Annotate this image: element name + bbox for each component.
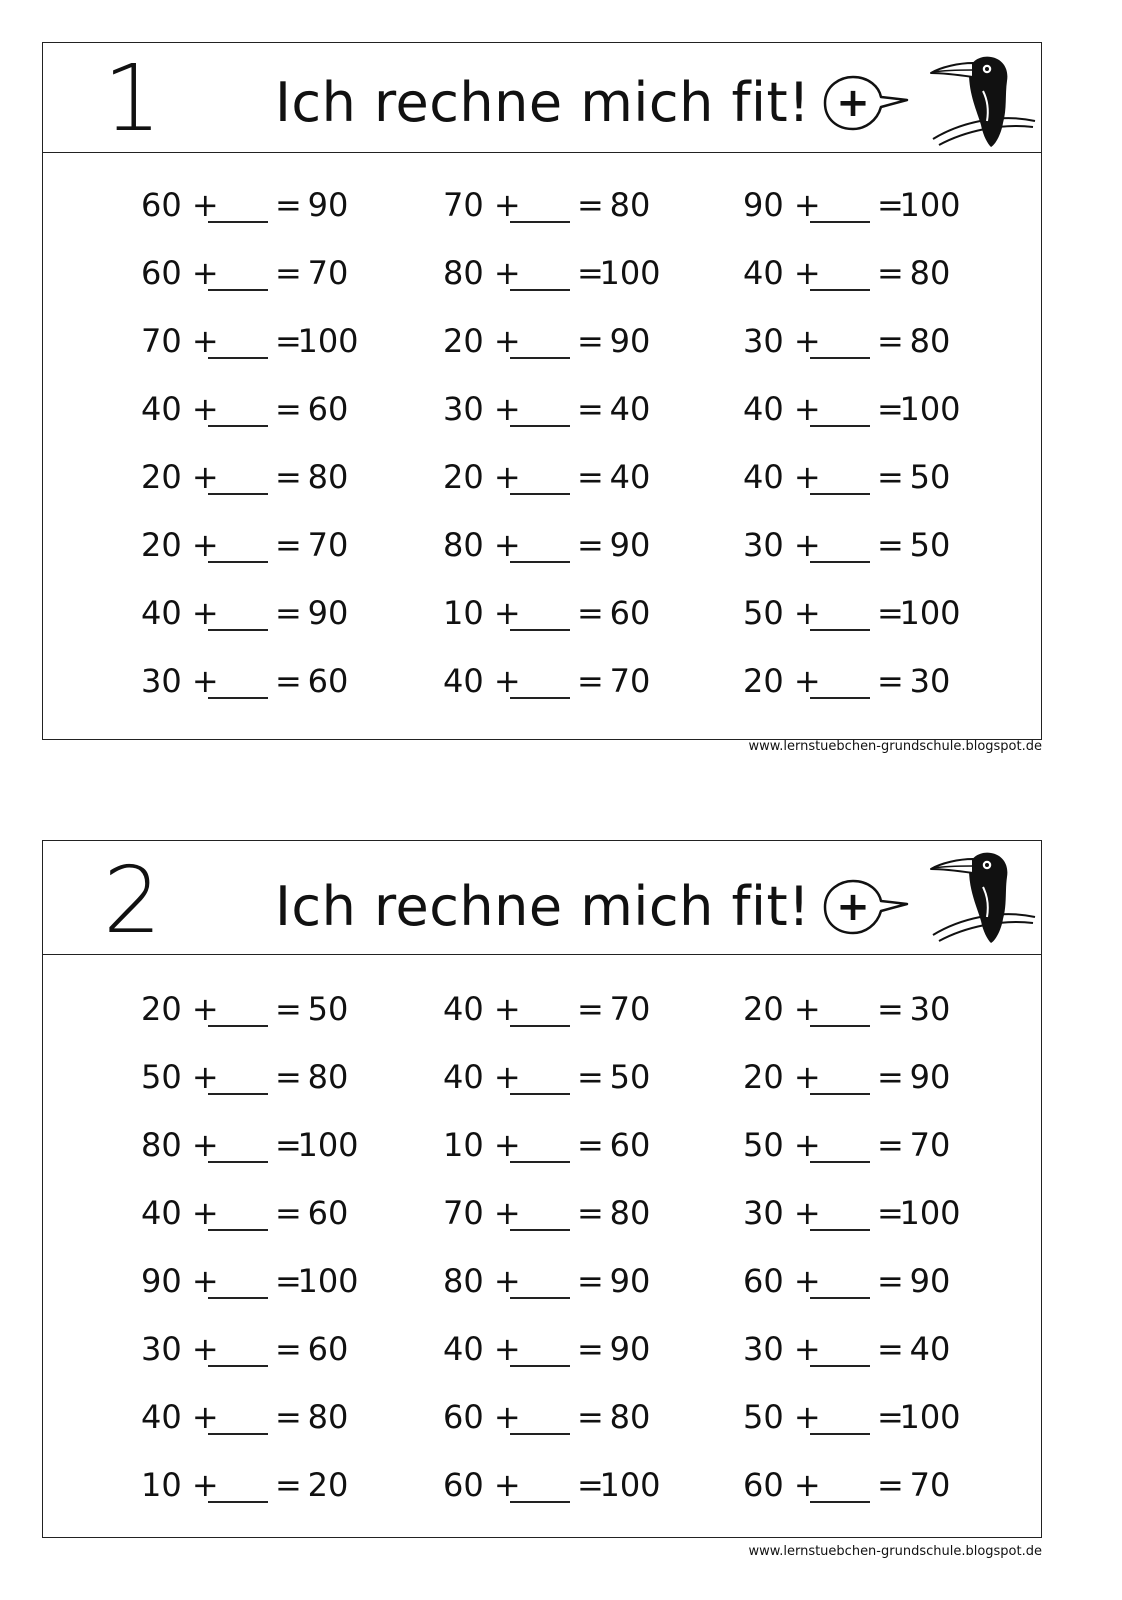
- answer-blank[interactable]: [510, 1365, 570, 1367]
- equals-sign: =: [877, 1262, 904, 1300]
- addend-term: 30 +: [743, 1330, 821, 1368]
- answer-blank[interactable]: [510, 1433, 570, 1435]
- sum-value: 20: [307, 1466, 349, 1504]
- equals-sign: =: [275, 1058, 302, 1096]
- equals-sign: =: [275, 322, 302, 360]
- answer-blank[interactable]: [810, 1433, 870, 1435]
- equals-sign: =: [577, 254, 604, 292]
- equals-sign: =: [877, 1194, 904, 1232]
- addend-term: 90 +: [141, 1262, 219, 1300]
- answer-blank[interactable]: [208, 221, 268, 223]
- addend-term: 20 +: [743, 1058, 821, 1096]
- sum-value: 80: [307, 1398, 349, 1436]
- sum-value: 70: [307, 254, 349, 292]
- answer-blank[interactable]: [510, 561, 570, 563]
- answer-blank[interactable]: [510, 289, 570, 291]
- equals-sign: =: [877, 186, 904, 224]
- addend-term: 60 +: [743, 1466, 821, 1504]
- sum-value: 70: [307, 526, 349, 564]
- answer-blank[interactable]: [208, 493, 268, 495]
- addend-term: 40 +: [743, 458, 821, 496]
- answer-blank[interactable]: [208, 1433, 268, 1435]
- answer-blank[interactable]: [810, 697, 870, 699]
- sum-value: 50: [307, 990, 349, 1028]
- answer-blank[interactable]: [810, 493, 870, 495]
- answer-blank[interactable]: [510, 629, 570, 631]
- answer-blank[interactable]: [208, 629, 268, 631]
- equals-sign: =: [877, 1058, 904, 1096]
- equals-sign: =: [275, 1262, 302, 1300]
- answer-blank[interactable]: [510, 1297, 570, 1299]
- addend-term: 40 +: [443, 1330, 521, 1368]
- answer-blank[interactable]: [810, 629, 870, 631]
- addend-term: 50 +: [141, 1058, 219, 1096]
- equals-sign: =: [275, 1126, 302, 1164]
- sum-value: 50: [909, 458, 951, 496]
- answer-blank[interactable]: [510, 425, 570, 427]
- sum-value: 100: [297, 1262, 359, 1300]
- addend-term: 10 +: [443, 1126, 521, 1164]
- equals-sign: =: [877, 1330, 904, 1368]
- addend-term: 30 +: [743, 1194, 821, 1232]
- answer-blank[interactable]: [510, 697, 570, 699]
- sum-value: 80: [307, 1058, 349, 1096]
- sum-value: 100: [599, 254, 661, 292]
- equals-sign: =: [877, 322, 904, 360]
- sum-value: 70: [609, 990, 651, 1028]
- sum-value: 90: [609, 526, 651, 564]
- equals-sign: =: [275, 458, 302, 496]
- sum-value: 80: [909, 322, 951, 360]
- answer-blank[interactable]: [208, 357, 268, 359]
- equals-sign: =: [275, 526, 302, 564]
- sum-value: 90: [307, 186, 349, 224]
- answer-blank[interactable]: [510, 1025, 570, 1027]
- addend-term: 50 +: [743, 594, 821, 632]
- sum-value: 90: [909, 1058, 951, 1096]
- sum-value: 50: [909, 526, 951, 564]
- addend-term: 30 +: [743, 322, 821, 360]
- equals-sign: =: [877, 254, 904, 292]
- addend-term: 50 +: [743, 1398, 821, 1436]
- equals-sign: =: [275, 1398, 302, 1436]
- answer-blank[interactable]: [810, 1297, 870, 1299]
- equals-sign: =: [877, 1398, 904, 1436]
- equals-sign: =: [275, 254, 302, 292]
- answer-blank[interactable]: [810, 1365, 870, 1367]
- worksheet-card-2: [42, 840, 1042, 1538]
- addend-term: 50 +: [743, 1126, 821, 1164]
- equation-grid: [43, 43, 1041, 739]
- equals-sign: =: [577, 1194, 604, 1232]
- sum-value: 30: [909, 990, 951, 1028]
- equals-sign: =: [275, 186, 302, 224]
- sum-value: 60: [609, 594, 651, 632]
- answer-blank[interactable]: [208, 1501, 268, 1503]
- answer-blank[interactable]: [810, 1229, 870, 1231]
- equals-sign: =: [275, 1466, 302, 1504]
- worksheet-card-1: [42, 42, 1042, 740]
- plus-sign: +: [836, 884, 870, 930]
- equals-sign: =: [877, 458, 904, 496]
- addend-term: 30 +: [141, 662, 219, 700]
- sum-value: 100: [899, 390, 961, 428]
- equals-sign: =: [275, 1330, 302, 1368]
- website-credit: www.lernstuebchen-grundschule.blogspot.de: [748, 739, 1042, 754]
- equals-sign: =: [877, 390, 904, 428]
- equals-sign: =: [877, 526, 904, 564]
- sum-value: 60: [307, 390, 349, 428]
- sum-value: 30: [909, 662, 951, 700]
- sum-value: 80: [609, 186, 651, 224]
- equals-sign: =: [577, 1058, 604, 1096]
- addend-term: 10 +: [141, 1466, 219, 1504]
- sum-value: 70: [909, 1466, 951, 1504]
- answer-blank[interactable]: [208, 289, 268, 291]
- sum-value: 60: [307, 1330, 349, 1368]
- equals-sign: =: [275, 390, 302, 428]
- addend-term: 60 +: [141, 186, 219, 224]
- addend-term: 70 +: [443, 1194, 521, 1232]
- answer-blank[interactable]: [208, 1025, 268, 1027]
- answer-blank[interactable]: [510, 493, 570, 495]
- equals-sign: =: [577, 594, 604, 632]
- addend-term: 40 +: [141, 1398, 219, 1436]
- answer-blank[interactable]: [810, 357, 870, 359]
- addend-term: 60 +: [443, 1398, 521, 1436]
- sum-value: 80: [307, 458, 349, 496]
- answer-blank[interactable]: [810, 1161, 870, 1163]
- addend-term: 70 +: [443, 186, 521, 224]
- equals-sign: =: [577, 458, 604, 496]
- answer-blank[interactable]: [810, 1093, 870, 1095]
- card-title: Ich rechne mich fit!: [275, 71, 811, 134]
- addend-term: 30 +: [443, 390, 521, 428]
- sum-value: 100: [899, 1398, 961, 1436]
- answer-blank[interactable]: [810, 561, 870, 563]
- sum-value: 100: [599, 1466, 661, 1504]
- answer-blank[interactable]: [510, 1501, 570, 1503]
- equals-sign: =: [877, 990, 904, 1028]
- sum-value: 100: [899, 1194, 961, 1232]
- addend-term: 40 +: [141, 594, 219, 632]
- sum-value: 80: [609, 1194, 651, 1232]
- equals-sign: =: [577, 1466, 604, 1504]
- sum-value: 100: [899, 186, 961, 224]
- sum-value: 40: [909, 1330, 951, 1368]
- addend-term: 40 +: [443, 1058, 521, 1096]
- sum-value: 70: [609, 662, 651, 700]
- answer-blank[interactable]: [208, 1297, 268, 1299]
- equals-sign: =: [577, 1398, 604, 1436]
- equation-grid: [43, 841, 1041, 1537]
- answer-blank[interactable]: [510, 357, 570, 359]
- addend-term: 20 +: [141, 526, 219, 564]
- addend-term: 60 +: [141, 254, 219, 292]
- card-number: 1: [103, 45, 162, 152]
- equals-sign: =: [275, 1194, 302, 1232]
- sum-value: 90: [307, 594, 349, 632]
- addend-term: 40 +: [443, 662, 521, 700]
- addend-term: 20 +: [443, 322, 521, 360]
- sum-value: 50: [609, 1058, 651, 1096]
- answer-blank[interactable]: [208, 1365, 268, 1367]
- sum-value: 100: [899, 594, 961, 632]
- answer-blank[interactable]: [510, 221, 570, 223]
- equals-sign: =: [275, 662, 302, 700]
- sum-value: 100: [297, 1126, 359, 1164]
- sum-value: 80: [609, 1398, 651, 1436]
- addend-term: 60 +: [443, 1466, 521, 1504]
- sum-value: 90: [609, 1262, 651, 1300]
- equals-sign: =: [877, 1466, 904, 1504]
- equals-sign: =: [577, 1262, 604, 1300]
- equals-sign: =: [577, 186, 604, 224]
- answer-blank[interactable]: [810, 1501, 870, 1503]
- sum-value: 90: [609, 322, 651, 360]
- addend-term: 20 +: [743, 990, 821, 1028]
- sum-value: 70: [909, 1126, 951, 1164]
- equals-sign: =: [877, 594, 904, 632]
- equals-sign: =: [577, 1126, 604, 1164]
- equals-sign: =: [577, 990, 604, 1028]
- sum-value: 100: [297, 322, 359, 360]
- answer-blank[interactable]: [208, 425, 268, 427]
- answer-blank[interactable]: [510, 1229, 570, 1231]
- equals-sign: =: [577, 526, 604, 564]
- addend-term: 20 +: [743, 662, 821, 700]
- addend-term: 40 +: [743, 254, 821, 292]
- equals-sign: =: [275, 990, 302, 1028]
- equals-sign: =: [577, 662, 604, 700]
- answer-blank[interactable]: [510, 1093, 570, 1095]
- addend-term: 10 +: [443, 594, 521, 632]
- addend-term: 20 +: [443, 458, 521, 496]
- addend-term: 40 +: [443, 990, 521, 1028]
- equals-sign: =: [275, 594, 302, 632]
- answer-blank[interactable]: [208, 1161, 268, 1163]
- answer-blank[interactable]: [810, 221, 870, 223]
- card-number: 2: [103, 847, 162, 954]
- addend-term: 20 +: [141, 990, 219, 1028]
- addend-term: 40 +: [141, 1194, 219, 1232]
- sum-value: 40: [609, 390, 651, 428]
- answer-blank[interactable]: [208, 697, 268, 699]
- card-title: Ich rechne mich fit!: [275, 875, 811, 938]
- equals-sign: =: [877, 1126, 904, 1164]
- answer-blank[interactable]: [810, 1025, 870, 1027]
- answer-blank[interactable]: [810, 425, 870, 427]
- addend-term: 30 +: [141, 1330, 219, 1368]
- equals-sign: =: [877, 662, 904, 700]
- addend-term: 60 +: [743, 1262, 821, 1300]
- addend-term: 20 +: [141, 458, 219, 496]
- answer-blank[interactable]: [208, 1229, 268, 1231]
- plus-sign: +: [836, 80, 870, 126]
- sum-value: 40: [609, 458, 651, 496]
- addend-term: 80 +: [443, 526, 521, 564]
- sum-value: 60: [307, 662, 349, 700]
- addend-term: 40 +: [141, 390, 219, 428]
- sum-value: 60: [307, 1194, 349, 1232]
- equals-sign: =: [577, 390, 604, 428]
- addend-term: 30 +: [743, 526, 821, 564]
- equals-sign: =: [577, 322, 604, 360]
- answer-blank[interactable]: [208, 561, 268, 563]
- sum-value: 60: [609, 1126, 651, 1164]
- addend-term: 70 +: [141, 322, 219, 360]
- website-credit: www.lernstuebchen-grundschule.blogspot.de: [748, 1544, 1042, 1559]
- answer-blank[interactable]: [510, 1161, 570, 1163]
- addend-term: 80 +: [443, 1262, 521, 1300]
- equals-sign: =: [577, 1330, 604, 1368]
- addend-term: 80 +: [141, 1126, 219, 1164]
- answer-blank[interactable]: [208, 1093, 268, 1095]
- addend-term: 90 +: [743, 186, 821, 224]
- addend-term: 80 +: [443, 254, 521, 292]
- sum-value: 80: [909, 254, 951, 292]
- answer-blank[interactable]: [810, 289, 870, 291]
- addend-term: 40 +: [743, 390, 821, 428]
- sum-value: 90: [609, 1330, 651, 1368]
- sum-value: 90: [909, 1262, 951, 1300]
